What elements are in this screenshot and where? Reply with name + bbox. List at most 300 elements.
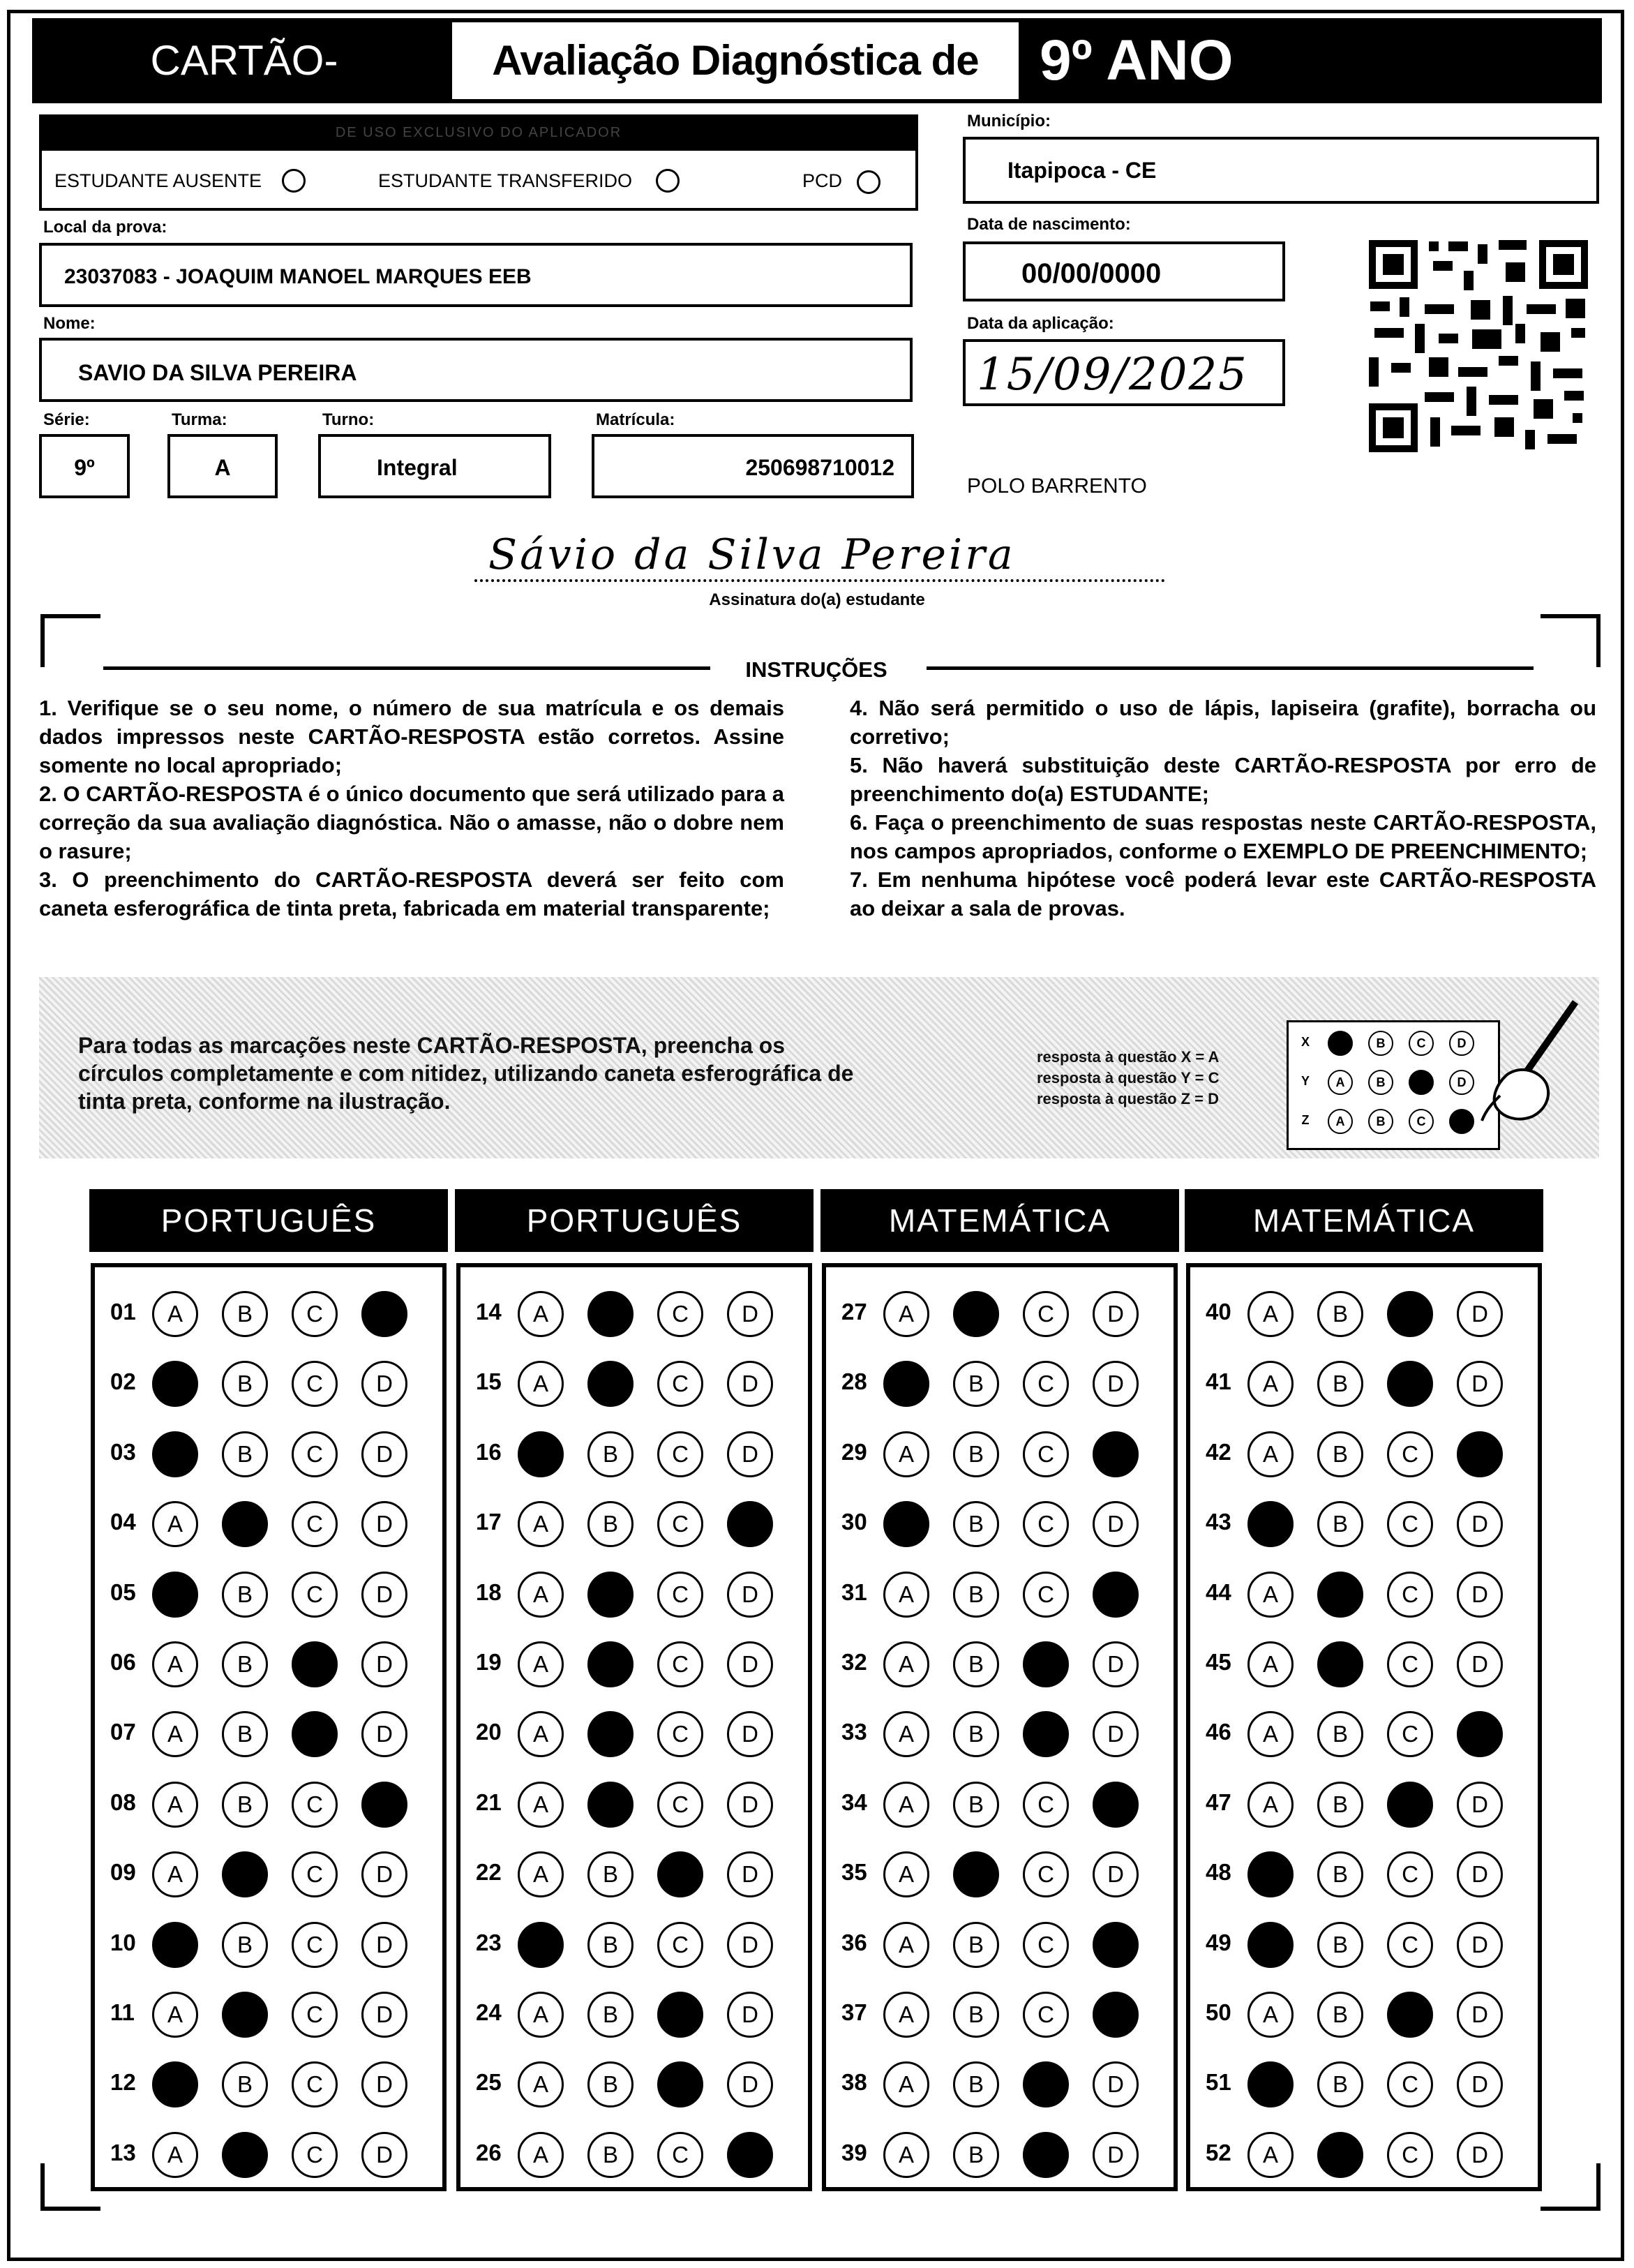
answer-bubble-b[interactable]: B [953, 1361, 999, 1407]
answer-bubble-d[interactable]: D [361, 1851, 407, 1897]
answer-bubble-a[interactable]: A [518, 1641, 564, 1687]
answer-bubble-a[interactable]: A [518, 2132, 564, 2178]
answer-bubble-b[interactable]: B [1317, 1992, 1363, 2038]
answer-bubble-b[interactable]: B [1317, 1851, 1363, 1897]
answer-bubble-c[interactable] [657, 2061, 703, 2107]
answer-bubble-a[interactable]: A [152, 1851, 198, 1897]
answer-bubble-c[interactable]: C [292, 1572, 338, 1618]
instructions-rule-right [927, 666, 1534, 670]
signature-handwriting: Sávio da Silva Pereira [488, 530, 1016, 579]
question-number: 19 [476, 1649, 502, 1675]
answer-bubble-c[interactable] [1387, 1361, 1433, 1407]
answer-bubble-b[interactable]: B [1317, 1361, 1363, 1407]
answer-bubble-b[interactable]: B [587, 1992, 634, 2038]
example-bubble: B [1368, 1109, 1393, 1134]
nome-field [39, 338, 913, 402]
answer-bubble-c[interactable]: C [1023, 1501, 1069, 1547]
answer-bubble-d[interactable]: D [1093, 1851, 1139, 1897]
fill-example-text: Para todas as marcações neste CARTÃO-RESPOSTA, preencha os círculos completamente e com nitidez, utilizando caneta esferográfica de tinta preta, conforme na ilustração. [78, 1033, 854, 1114]
question-number: 15 [476, 1368, 502, 1395]
example-row-label: X [1301, 1035, 1310, 1049]
instruction-1: 1. Verifique se o seu nome, o número de sua matrícula e os demais dados impressos neste CARTÃO-RESPOSTA estão corretos. Assine somente no local apropriado; [39, 696, 784, 777]
answer-bubble-b[interactable]: B [953, 1711, 999, 1757]
subject-header: PORTUGUÊS [455, 1189, 814, 1252]
answer-bubble-d[interactable]: D [727, 1922, 773, 1968]
answer-bubble-c[interactable]: C [1387, 1431, 1433, 1477]
question-number: 45 [1206, 1649, 1231, 1675]
answer-bubble-a[interactable]: A [1247, 1431, 1294, 1477]
answer-bubble-c[interactable]: C [292, 2061, 338, 2107]
answer-bubble-d[interactable] [361, 1291, 407, 1337]
answer-bubble-c[interactable]: C [1023, 1361, 1069, 1407]
nome-value: SAVIO DA SILVA PEREIRA [78, 360, 357, 385]
answer-bubble-a[interactable]: A [1247, 1782, 1294, 1828]
answer-bubble-b[interactable]: B [587, 1431, 634, 1477]
answer-bubble-a[interactable] [1247, 1501, 1294, 1547]
answer-bubble-a[interactable] [883, 1501, 929, 1547]
question-row [841, 2125, 1158, 2181]
answer-bubble-d[interactable]: D [361, 1922, 407, 1968]
answer-bubble-b[interactable] [222, 1851, 268, 1897]
question-row [476, 1634, 793, 1690]
question-row [110, 1494, 427, 1550]
answer-bubble-b[interactable] [953, 1291, 999, 1337]
answer-bubble-c[interactable] [1023, 2061, 1069, 2107]
answer-bubble-d[interactable] [1093, 1922, 1139, 1968]
answer-bubble-b[interactable] [587, 1361, 634, 1407]
answer-bubble-a[interactable]: A [883, 1431, 929, 1477]
answer-bubble-a[interactable]: A [518, 1851, 564, 1897]
question-number: 44 [1206, 1579, 1231, 1605]
example-key-z: resposta à questão Z = D [1037, 1090, 1220, 1107]
answer-bubble-c[interactable]: C [1023, 1431, 1069, 1477]
question-row [841, 1634, 1158, 1690]
answer-bubble-d[interactable]: D [1457, 1641, 1503, 1687]
question-row [841, 2054, 1158, 2110]
matricula-value: 250698710012 [745, 455, 894, 480]
answer-bubble-b[interactable]: B [1317, 1501, 1363, 1547]
answer-bubble-b[interactable]: B [1317, 1431, 1363, 1477]
answer-bubble-b[interactable]: B [222, 1782, 268, 1828]
answer-bubble-a[interactable]: A [883, 2132, 929, 2178]
answer-bubble-b[interactable] [222, 1501, 268, 1547]
answer-bubble-d[interactable]: D [1457, 1501, 1503, 1547]
answer-bubble-d[interactable]: D [1457, 2132, 1503, 2178]
question-number: 13 [110, 2139, 136, 2165]
answer-bubble-b[interactable] [587, 1641, 634, 1687]
question-row [841, 1844, 1158, 1900]
answer-bubble-a[interactable]: A [152, 1782, 198, 1828]
answer-bubble-d[interactable]: D [1093, 1501, 1139, 1547]
answer-bubble-a[interactable] [1247, 2061, 1294, 2107]
answer-bubble-c[interactable]: C [1387, 1572, 1433, 1618]
question-number: 24 [476, 1999, 502, 2025]
answer-bubble-a[interactable] [518, 1431, 564, 1477]
answer-bubble-d[interactable]: D [1093, 1291, 1139, 1337]
answer-bubble-d[interactable]: D [361, 1431, 407, 1477]
absent-checkbox[interactable] [282, 169, 306, 193]
answer-bubble-a[interactable]: A [883, 1711, 929, 1757]
answer-bubble-c[interactable]: C [1387, 1851, 1433, 1897]
answer-bubble-c[interactable]: C [1387, 2061, 1433, 2107]
answer-bubble-a[interactable]: A [1247, 1291, 1294, 1337]
question-number: 02 [110, 1368, 136, 1395]
transferred-checkbox[interactable] [656, 169, 680, 193]
question-number: 05 [110, 1579, 136, 1605]
question-number: 29 [841, 1438, 867, 1465]
serie-field [39, 434, 130, 498]
answer-bubble-d[interactable]: D [1457, 1922, 1503, 1968]
turma-value: A [214, 455, 231, 480]
answer-bubble-b[interactable]: B [953, 1501, 999, 1547]
answer-bubble-d[interactable] [1457, 1711, 1503, 1757]
answer-bubble-d[interactable]: D [1457, 1782, 1503, 1828]
question-number: 46 [1206, 1719, 1231, 1745]
answer-bubble-b[interactable]: B [587, 2132, 634, 2178]
answer-bubble-b[interactable]: B [1317, 1711, 1363, 1757]
answer-bubble-c[interactable]: C [1023, 1572, 1069, 1618]
answer-bubble-d[interactable]: D [727, 1572, 773, 1618]
answer-bubble-d[interactable]: D [1457, 1992, 1503, 2038]
answer-bubble-d[interactable]: D [727, 1782, 773, 1828]
answer-bubble-d[interactable] [1457, 1431, 1503, 1477]
answer-bubble-a[interactable]: A [883, 1992, 929, 2038]
question-number: 28 [841, 1368, 867, 1395]
answer-bubble-c[interactable]: C [292, 1922, 338, 1968]
answer-bubble-b[interactable] [1317, 2132, 1363, 2178]
answer-bubble-b[interactable]: B [587, 1501, 634, 1547]
answer-bubble-d[interactable]: D [727, 1291, 773, 1337]
answer-bubble-c[interactable]: C [657, 1711, 703, 1757]
question-row [476, 2125, 793, 2181]
example-bubble: A [1328, 1109, 1353, 1134]
answer-bubble-b[interactable]: B [587, 1851, 634, 1897]
example-bubble: D [1449, 1031, 1474, 1056]
answer-bubble-a[interactable]: A [883, 1851, 929, 1897]
answer-bubble-b[interactable]: B [587, 1922, 634, 1968]
example-bubble: B [1368, 1031, 1393, 1056]
answer-bubble-a[interactable]: A [1247, 1711, 1294, 1757]
answer-bubble-c[interactable]: C [1023, 1782, 1069, 1828]
polo-name: POLO BARRENTO [967, 475, 1147, 498]
answer-bubble-c[interactable]: C [657, 1641, 703, 1687]
question-row [110, 1985, 427, 2041]
answer-bubble-d[interactable]: D [1093, 1361, 1139, 1407]
answer-bubble-a[interactable]: A [883, 1922, 929, 1968]
answer-bubble-c[interactable]: C [292, 1291, 338, 1337]
question-number: 50 [1206, 1999, 1231, 2025]
answer-bubble-d[interactable] [1093, 1572, 1139, 1618]
answer-bubble-c[interactable]: C [657, 2132, 703, 2178]
answer-bubble-c[interactable]: C [1387, 1711, 1433, 1757]
answer-bubble-d[interactable]: D [727, 1641, 773, 1687]
answer-bubble-b[interactable]: B [587, 2061, 634, 2107]
transferred-label: ESTUDANTE TRANSFERIDO [378, 170, 633, 191]
answer-bubble-c[interactable]: C [292, 1851, 338, 1897]
answer-bubble-b[interactable]: B [953, 1992, 999, 2038]
question-row [1206, 2054, 1522, 2110]
answer-bubble-b[interactable] [222, 1992, 268, 2038]
answer-bubble-d[interactable]: D [727, 2061, 773, 2107]
answer-bubble-b[interactable]: B [1317, 1291, 1363, 1337]
answer-bubble-a[interactable]: A [1247, 1641, 1294, 1687]
answer-bubble-b[interactable]: B [953, 1572, 999, 1618]
answer-bubble-a[interactable]: A [518, 1361, 564, 1407]
answer-bubble-b[interactable]: B [953, 2132, 999, 2178]
nome-label: Nome: [43, 314, 96, 333]
answer-bubble-c[interactable] [292, 1711, 338, 1757]
answer-bubble-d[interactable]: D [361, 1501, 407, 1547]
question-row [476, 1985, 793, 2041]
answer-bubble-c[interactable]: C [292, 1361, 338, 1407]
answer-bubble-d[interactable]: D [361, 1711, 407, 1757]
answer-bubble-b[interactable]: B [222, 1431, 268, 1477]
instruction-2: 2. O CARTÃO-RESPOSTA é o único documento que será utilizado para a correção da sua avaliação diagnóstica. Não o amasse, não o dobre nem o rasure; [39, 782, 784, 863]
answer-bubble-a[interactable] [152, 1572, 198, 1618]
answer-bubble-b[interactable]: B [1317, 1782, 1363, 1828]
answer-bubble-a[interactable]: A [883, 1782, 929, 1828]
question-number: 52 [1206, 2139, 1231, 2165]
answer-bubble-a[interactable]: A [152, 1501, 198, 1547]
answer-bubble-a[interactable]: A [518, 1782, 564, 1828]
answer-bubble-c[interactable]: C [292, 2132, 338, 2178]
question-number: 25 [476, 2069, 502, 2096]
answer-bubble-a[interactable]: A [883, 2061, 929, 2107]
question-number: 39 [841, 2139, 867, 2165]
question-number: 32 [841, 1649, 867, 1675]
answer-bubble-a[interactable]: A [1247, 1572, 1294, 1618]
answer-bubble-c[interactable]: C [292, 1501, 338, 1547]
answer-bubble-d[interactable]: D [727, 1851, 773, 1897]
answer-bubble-d[interactable] [1093, 1431, 1139, 1477]
question-number: 38 [841, 2069, 867, 2096]
answer-bubble-c[interactable] [1023, 1711, 1069, 1757]
question-number: 23 [476, 1929, 502, 1955]
answer-bubble-d[interactable]: D [1093, 2061, 1139, 2107]
answer-bubble-a[interactable] [1247, 1851, 1294, 1897]
answer-bubble-c[interactable] [1387, 1291, 1433, 1337]
answer-bubble-c[interactable]: C [657, 1291, 703, 1337]
answer-bubble-a[interactable] [883, 1361, 929, 1407]
answer-bubble-c[interactable]: C [657, 1361, 703, 1407]
answer-bubble-c[interactable] [1387, 1782, 1433, 1828]
answer-bubble-a[interactable] [152, 2061, 198, 2107]
answer-bubble-a[interactable]: A [152, 1291, 198, 1337]
answer-bubble-c[interactable]: C [657, 1572, 703, 1618]
answer-bubble-b[interactable]: B [953, 2061, 999, 2107]
answer-bubble-d[interactable]: D [1457, 1361, 1503, 1407]
question-row [110, 2054, 427, 2110]
answer-bubble-d[interactable]: D [361, 2061, 407, 2107]
answer-bubble-c[interactable] [657, 1992, 703, 2038]
answer-bubble-b[interactable]: B [222, 1711, 268, 1757]
question-number: 01 [110, 1299, 136, 1325]
answer-bubble-d[interactable]: D [1093, 1711, 1139, 1757]
answer-bubble-b[interactable]: B [222, 1291, 268, 1337]
question-row [1206, 1634, 1522, 1690]
answer-bubble-c[interactable]: C [657, 1501, 703, 1547]
answer-bubble-a[interactable]: A [883, 1291, 929, 1337]
pcd-checkbox[interactable] [857, 170, 880, 194]
instructions-left [39, 694, 784, 923]
answer-bubble-d[interactable]: D [1093, 2132, 1139, 2178]
answer-bubble-a[interactable]: A [883, 1641, 929, 1687]
question-number: 16 [476, 1438, 502, 1465]
answer-bubble-b[interactable]: B [953, 1782, 999, 1828]
answer-bubble-d[interactable]: D [361, 1572, 407, 1618]
answer-bubble-a[interactable]: A [518, 1572, 564, 1618]
question-row [1206, 1424, 1522, 1480]
answer-bubble-b[interactable]: B [222, 1361, 268, 1407]
answer-bubble-c[interactable]: C [1023, 1851, 1069, 1897]
answer-bubble-b[interactable]: B [222, 1922, 268, 1968]
answer-bubble-b[interactable]: B [1317, 2061, 1363, 2107]
answer-bubble-c[interactable]: C [292, 1992, 338, 2038]
instructions-right [850, 694, 1596, 923]
question-number: 18 [476, 1579, 502, 1605]
question-row [476, 1494, 793, 1550]
question-number: 48 [1206, 1859, 1231, 1886]
answer-bubble-a[interactable]: A [1247, 1361, 1294, 1407]
answer-bubble-b[interactable] [1317, 1641, 1363, 1687]
subject-header: MATEMÁTICA [820, 1189, 1179, 1252]
question-row [110, 2125, 427, 2181]
question-row [110, 1424, 427, 1480]
answer-bubble-c[interactable]: C [292, 1431, 338, 1477]
answer-bubble-c[interactable]: C [1387, 2132, 1433, 2178]
answer-bubble-a[interactable]: A [518, 1711, 564, 1757]
answer-bubble-a[interactable]: A [518, 1291, 564, 1337]
answer-bubble-a[interactable]: A [1247, 1992, 1294, 2038]
answer-bubble-b[interactable]: B [222, 1572, 268, 1618]
answer-bubble-d[interactable]: D [727, 1361, 773, 1407]
answer-bubble-d[interactable] [361, 1782, 407, 1828]
answer-bubble-b[interactable] [587, 1291, 634, 1337]
answer-bubble-a[interactable] [518, 1922, 564, 1968]
question-number: 40 [1206, 1299, 1231, 1325]
answer-bubble-a[interactable]: A [883, 1572, 929, 1618]
answer-bubble-d[interactable] [727, 2132, 773, 2178]
municipio-field [963, 137, 1599, 204]
answer-bubble-c[interactable] [657, 1851, 703, 1897]
answer-bubble-b[interactable] [222, 2132, 268, 2178]
question-number: 06 [110, 1649, 136, 1675]
question-number: 12 [110, 2069, 136, 2096]
answer-bubble-c[interactable]: C [1023, 1291, 1069, 1337]
answer-bubble-a[interactable]: A [518, 1501, 564, 1547]
answer-bubble-a[interactable]: A [152, 2132, 198, 2178]
answer-bubble-b[interactable] [587, 1572, 634, 1618]
turma-field [167, 434, 278, 498]
answer-bubble-c[interactable]: C [292, 1782, 338, 1828]
answer-bubble-b[interactable] [587, 1782, 634, 1828]
answer-bubble-c[interactable] [292, 1641, 338, 1687]
question-row [841, 1565, 1158, 1620]
example-bubble: D [1449, 1070, 1474, 1095]
answer-bubble-c[interactable]: C [657, 1922, 703, 1968]
turno-value: Integral [377, 455, 458, 480]
answer-bubble-b[interactable] [587, 1711, 634, 1757]
answer-bubble-a[interactable]: A [518, 2061, 564, 2107]
question-number: 26 [476, 2139, 502, 2165]
answer-bubble-d[interactable]: D [361, 2132, 407, 2178]
question-number: 37 [841, 1999, 867, 2025]
answer-bubble-b[interactable] [1317, 1572, 1363, 1618]
answer-bubble-a[interactable] [152, 1431, 198, 1477]
answer-bubble-b[interactable]: B [953, 1641, 999, 1687]
example-row-label: Y [1301, 1074, 1310, 1088]
answer-bubble-d[interactable]: D [727, 1431, 773, 1477]
answer-bubble-c[interactable] [1387, 1992, 1433, 2038]
grade-year: 9º ANO [1040, 29, 1234, 92]
answer-bubble-b[interactable]: B [1317, 1922, 1363, 1968]
answer-bubble-b[interactable]: B [953, 1922, 999, 1968]
answer-bubble-d[interactable] [727, 1501, 773, 1547]
frame-corner-br [1541, 2163, 1601, 2211]
answer-bubble-a[interactable]: A [152, 1711, 198, 1757]
answer-bubble-d[interactable]: D [1093, 1641, 1139, 1687]
example-bubble: B [1368, 1070, 1393, 1095]
answer-bubble-d[interactable]: D [727, 1711, 773, 1757]
answer-bubble-d[interactable]: D [361, 1361, 407, 1407]
answer-bubble-c[interactable] [1023, 1641, 1069, 1687]
question-row [110, 1844, 427, 1900]
question-row [1206, 2125, 1522, 2181]
answer-bubble-d[interactable]: D [727, 1992, 773, 2038]
question-number: 30 [841, 1509, 867, 1535]
answer-bubble-a[interactable] [152, 1922, 198, 1968]
answer-bubble-c[interactable]: C [1387, 1922, 1433, 1968]
answer-bubble-b[interactable]: B [222, 1641, 268, 1687]
hand-pen-icon [1479, 998, 1584, 1124]
question-row [1206, 1494, 1522, 1550]
example-bubble [1328, 1031, 1353, 1056]
answer-bubble-d[interactable]: D [1457, 1572, 1503, 1618]
answer-bubble-c[interactable]: C [657, 1431, 703, 1477]
answer-bubble-c[interactable]: C [1387, 1501, 1433, 1547]
answer-bubble-d[interactable] [1093, 1782, 1139, 1828]
answer-bubble-c[interactable]: C [1023, 1992, 1069, 2038]
answer-bubble-d[interactable]: D [361, 1992, 407, 2038]
answer-bubble-b[interactable]: B [222, 2061, 268, 2107]
answer-bubble-d[interactable]: D [361, 1641, 407, 1687]
answer-bubble-c[interactable]: C [1023, 1922, 1069, 1968]
answer-bubble-a[interactable]: A [1247, 2132, 1294, 2178]
answer-bubble-a[interactable]: A [152, 1641, 198, 1687]
answer-bubble-d[interactable] [1093, 1992, 1139, 2038]
answer-bubble-b[interactable] [953, 1851, 999, 1897]
answer-bubble-c[interactable] [1023, 2132, 1069, 2178]
answer-bubble-a[interactable]: A [518, 1992, 564, 2038]
question-number: 51 [1206, 2069, 1231, 2096]
answer-bubble-b[interactable]: B [953, 1431, 999, 1477]
question-row [1206, 1565, 1522, 1620]
question-row [110, 1565, 427, 1620]
question-row [1206, 1985, 1522, 2041]
question-row [110, 1775, 427, 1830]
answer-bubble-a[interactable] [1247, 1922, 1294, 1968]
question-number: 09 [110, 1859, 136, 1886]
answer-bubble-d[interactable]: D [1457, 2061, 1503, 2107]
answer-bubble-c[interactable]: C [657, 1782, 703, 1828]
answer-bubble-a[interactable]: A [152, 1992, 198, 2038]
answer-bubble-a[interactable] [152, 1361, 198, 1407]
question-number: 22 [476, 1859, 502, 1886]
answer-bubble-c[interactable]: C [1387, 1641, 1433, 1687]
answer-bubble-d[interactable]: D [1457, 1291, 1503, 1337]
answer-bubble-d[interactable]: D [1457, 1851, 1503, 1897]
question-row [110, 1284, 427, 1340]
